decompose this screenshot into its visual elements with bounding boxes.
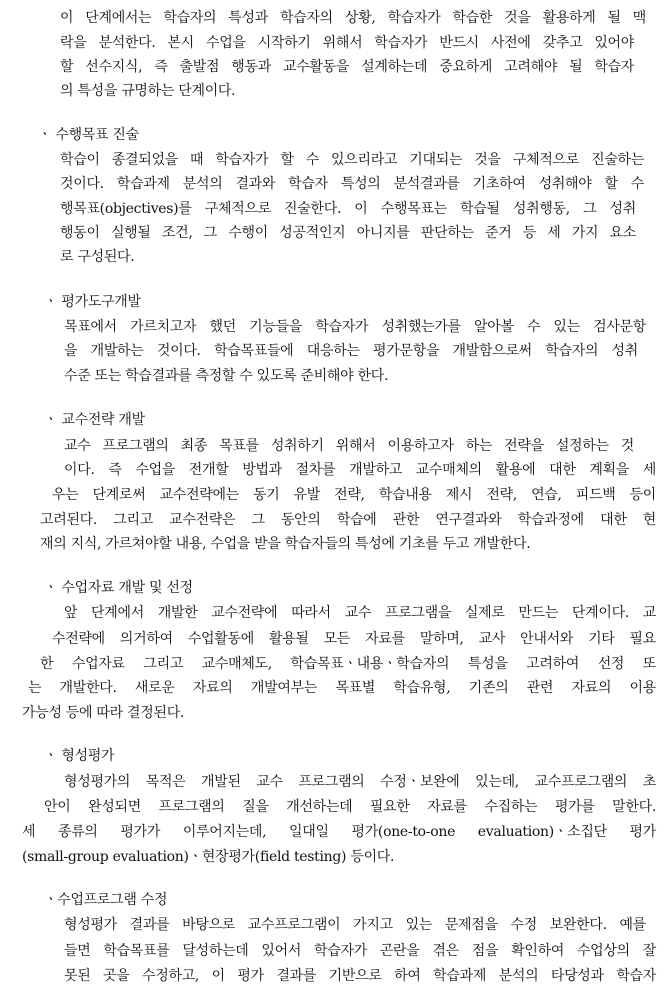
section-3-line-2: 이다. 즉 수업을 전개할 방법과 절차를 개발하고 교수매체의 활용에 대한 계획을 세 [64, 462, 656, 478]
section-3-line-3: 우는 단계로써 교수전략에는 동기 유발 전략, 학습내용 제시 전략, 연습, 피드백 등이 [52, 487, 656, 503]
section-1-line-5: 로 구성된다. [60, 249, 135, 265]
section-3-line-4: 고려된다. 그리고 교수전략은 그 동안의 학습에 관한 연구결과와 학습과정에 대한 현 [40, 512, 656, 528]
section-6-line-3: 못된 곳을 수정하고, 이 평가 결과를 기반으로 하여 학습과제 분석의 타당성과 학습자 [64, 968, 656, 984]
section-6-line-1: 형성평가 결과를 바탕으로 교수프로그램이 가지고 있는 문제점을 수정 보완한다. 예를 [64, 917, 646, 933]
section-1-line-2: 것이다. 학습과제 분석의 결과와 학습자 특성의 분석결과를 기초하여 성취해야 할 수 [60, 176, 644, 192]
section-3-line-1: 교수 프로그램의 최종 목표를 성취하기 위해서 이용하고자 하는 전략을 설정하는 것 [64, 438, 634, 454]
section-heading-performance-objectives: ㆍ 수행목표 진술 [38, 127, 139, 143]
section-4-line-5: 가능성 등에 따라 결정된다. [22, 705, 185, 721]
section-heading-assessment-tools: ㆍ 평가도구개발 [44, 294, 141, 310]
section-heading-materials: ㆍ 수업자료 개발 및 선정 [44, 580, 193, 596]
section-6-line-2: 들면 학습목표를 달성하는데 있어서 학습자가 곤란을 겪은 점을 확인하여 수업상의 잘 [64, 943, 656, 959]
section-1-line-3: 행목표(objectives)를 구체적으로 진술한다. 이 수행목표는 학습될 성취행동, 그 성취 [60, 201, 636, 217]
section-heading-program-revision: ㆍ수업프로그램 수정 [44, 892, 168, 908]
section-4-line-3: 한 수업자료 그리고 교수매체도, 학습목표ㆍ내용ㆍ학습자의 특성을 고려하여 선정 또 [40, 656, 656, 672]
section-2-line-1: 목표에서 가르치고자 했던 기능들을 학습자가 성취했는가를 알아볼 수 있는 검사문항 [64, 319, 646, 335]
section-5-line-3: 세 종류의 평가가 이루어지는데, 일대일 평가(one-to-one evaluation)ㆍ소집단 평가 [22, 824, 656, 840]
section-5-line-4: (small-group evaluation)ㆍ현장평가(field testing) 등이다. [22, 849, 395, 865]
section-4-line-4: 는 개발한다. 새로운 자료의 개발여부는 목표별 학습유형, 기존의 관련 자료의 이용 [28, 680, 656, 696]
section-2-line-2: 을 개발하는 것이다. 학습목표들에 대응하는 평가문항을 개발함으로써 학습자의 성취 [64, 343, 638, 359]
section-heading-instructional-strategy: ㆍ 교수전략 개발 [44, 412, 145, 428]
intro-line-3: 할 선수지식, 즉 출발점 행동과 교수활동을 설계하는데 중요하게 고려해야 될 학습자 [60, 59, 634, 75]
section-1-line-4: 행동이 실행될 조건, 그 수행이 성공적인지 아니지를 판단하는 준거 등 세 가지 요소 [60, 225, 636, 241]
section-5-line-2: 안이 완성되면 프로그램의 질을 개선하는데 필요한 자료를 수집하는 평가를 말한다. [44, 799, 656, 815]
section-4-line-2: 수전략에 의거하여 수업활동에 활용될 모든 자료를 말하며, 교사 안내서와 기타 필요 [52, 631, 656, 647]
section-1-line-1: 학습이 종결되었을 때 학습자가 할 수 있으리라고 기대되는 것을 구체적으로 진술하는 [60, 152, 644, 168]
section-5-line-1: 형성평가의 목적은 개발된 교수 프로그램의 수정ㆍ보완에 있는데, 교수프로그램의 초 [64, 774, 656, 790]
section-heading-formative-evaluation: ㆍ 형성평가 [44, 748, 115, 764]
intro-line-4: 의 특성을 규명하는 단계이다. [60, 83, 236, 99]
section-4-line-1: 앞 단계에서 개발한 교수전략에 따라서 교수 프로그램을 실제로 만드는 단계이다. 교 [64, 605, 656, 621]
intro-line-2: 락을 분석한다. 본시 수업을 시작하기 위해서 학습자가 반드시 사전에 갖추고 있어야 [60, 35, 634, 51]
section-3-line-5: 재의 지식, 가르쳐야할 내용, 수업을 받을 학습자들의 특성에 기초를 두고 개발한다. [40, 536, 531, 552]
section-2-line-3: 수준 또는 학습결과를 측정할 수 있도록 준비해야 한다. [64, 368, 389, 384]
intro-line-1: 이 단계에서는 학습자의 특성과 학습자의 상황, 학습자가 학습한 것을 활용하게 될 맥 [60, 10, 646, 26]
